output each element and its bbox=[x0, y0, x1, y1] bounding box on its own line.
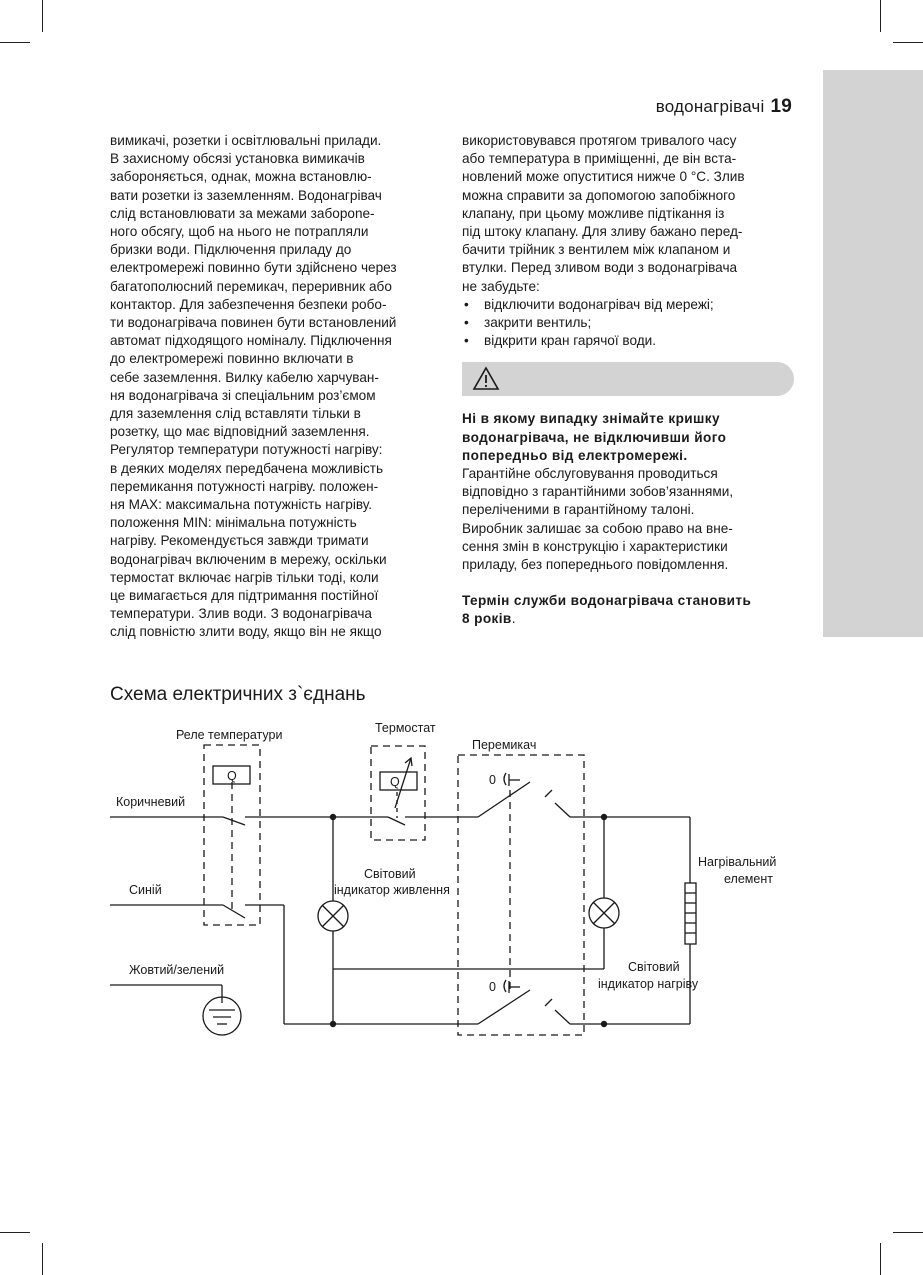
switch-zero-label: 0 bbox=[489, 980, 496, 994]
thermostat-box bbox=[371, 746, 425, 840]
page-number: 19 bbox=[770, 96, 792, 117]
thermostat-contact bbox=[388, 817, 405, 825]
heater-label: елемент bbox=[724, 872, 773, 886]
thermostat-label: Термостат bbox=[375, 721, 436, 735]
switch-contact-top-2 bbox=[545, 790, 552, 797]
junction-dot bbox=[330, 814, 336, 820]
list-item: • закрити вентиль; bbox=[462, 314, 794, 332]
switch-contact-top-3 bbox=[555, 803, 570, 817]
relay-contact-top bbox=[223, 817, 245, 825]
ground-wire-label: Жовтий/зелений bbox=[129, 963, 225, 977]
diagram-title: Схема електричних з`єднань bbox=[110, 684, 366, 705]
switch-contact-bottom-3 bbox=[555, 1010, 570, 1024]
junction-dot bbox=[330, 1021, 336, 1027]
brown-wire-label: Коричневий bbox=[116, 795, 186, 809]
blue-wire-label: Синій bbox=[129, 883, 162, 897]
warranty-text: Гарантійне обслуговування проводиться відповідно з гарантійними зобов’язаннями, переліченими в гарантійному талоні. Виробник залишає за собою право на вне- сення змін в конструкцію і характеристики приладу, без попереднього повідомлення. bbox=[462, 466, 734, 573]
warning-text: Ні в якому випадку знімайте кришку водонагрівача, не відключивши його попередньо від електромережі. bbox=[462, 411, 727, 463]
relay-q-label: Q bbox=[227, 769, 237, 783]
heat-indicator-label: індикатор нагріву bbox=[598, 977, 699, 991]
service-life-text: Термін служби водонагрівача становить 8 років bbox=[462, 593, 752, 627]
power-indicator-label: Світовий bbox=[364, 867, 416, 881]
heater-label: Нагрівальний bbox=[698, 855, 777, 869]
switch-contact-top-1 bbox=[478, 782, 530, 817]
section-title: водонагрівачі bbox=[655, 97, 765, 116]
drain-text: використовувався протягом тривалого часу або температура в приміщенні, де він вста- новлений може опуститися нижче 0 °С. Злив можна справити за допомогою запобіжного клапану, при цьому можливе підтікання із під штоку клапану. Для зливу бажано перед- бачити трійник з вентилем між клапаном и втулки. Перед зливом води з водонагрівача не забудьте: bbox=[462, 133, 745, 294]
switch-zero-label: 0 bbox=[489, 773, 496, 787]
power-indicator-label: індикатор живлення bbox=[334, 883, 450, 897]
left-column-text: вимикачі, розетки і освітлювальні прилади. В захисному обсязі установка вимикачів забороняється, однак, можна встановлю- вати розетки із заземленням. Водонагрівач слід встановлювати за межами заборone- ного обсягу, щоб на нього не потрапляли бризки води. Підключення приладу до електромережі повинно бути здійснено через багатополюсний перемикач, переривник або контактор. Для забезпечення безпеки робо- ти водонагрівача повинен бути встановлений автомат підходящого номіналу. Підключення до електромережі повинно включати в себе заземлення. Вилку кабелю харчуван- ня водонагрівача зі спеціальним роз’ємом для заземлення слід вставляти тільки в розетку, що має відповідний заземлення. Регулятор температури потужності нагріву: в деяких моделях передбачена можливість перемикання потужності нагріву. положен- ня MAX: максимальна потужність нагріву. положення MIN: мінімальна потужність нагріву. Рекомендується завжди тримати водонагрівач включеним в мережу, оскільки термостат включає нагрів тільки тоді, коли це вимагається для підтримання постійної температури. Злив води. З водонагрівача слід повністю злити воду, якщо він не якщо bbox=[110, 133, 397, 640]
list-item: • відкрити кран гарячої води. bbox=[462, 332, 794, 350]
switch-marker-top bbox=[504, 773, 506, 785]
switch-contact-bottom-2 bbox=[545, 999, 552, 1006]
list-item: • відключити водонагрівач від мережі; bbox=[462, 296, 794, 314]
switch-box bbox=[458, 755, 584, 1035]
junction-dot bbox=[601, 814, 607, 820]
junction-dot bbox=[601, 1021, 607, 1027]
switch-label: Перемикач bbox=[472, 738, 537, 752]
thermostat-q-label: Q bbox=[390, 775, 400, 789]
switch-marker-bottom bbox=[504, 980, 506, 992]
switch-contact-bottom-1 bbox=[478, 990, 530, 1024]
relay-contact-bottom bbox=[223, 905, 245, 918]
heat-indicator-label: Світовий bbox=[628, 960, 680, 974]
relay-label: Реле температури bbox=[176, 728, 283, 742]
service-life-period: . bbox=[511, 611, 516, 627]
